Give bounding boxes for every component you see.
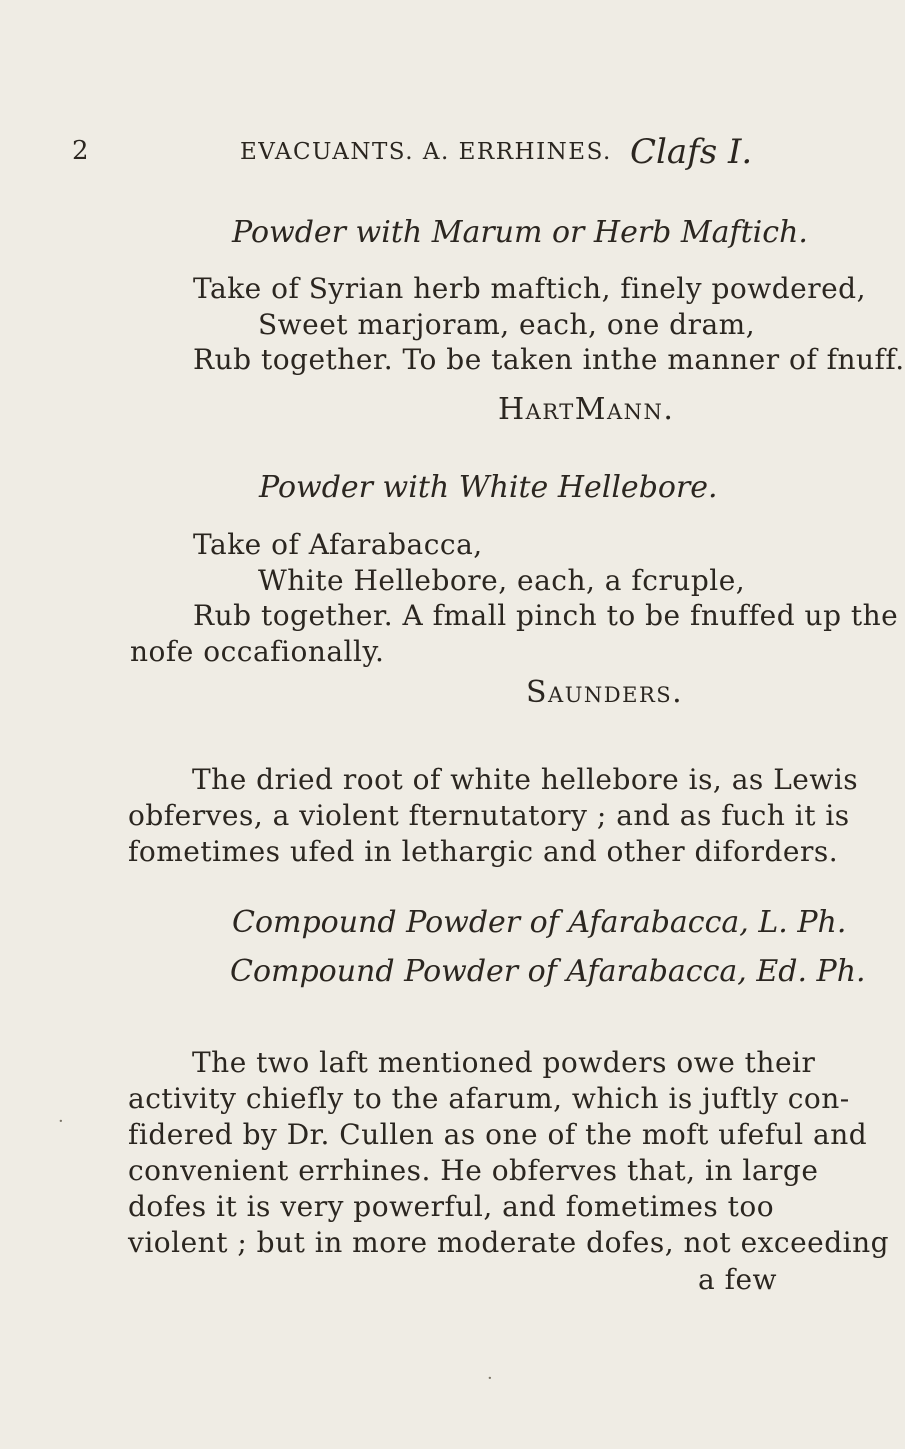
recipe-line: Rub together. To be taken inthe manner of fnuff.: [193, 343, 905, 376]
catchword: a few: [698, 1263, 777, 1296]
recipe-line: nofe occafionally.: [130, 635, 385, 668]
paragraph-line: violent ; but in more moderate dofes, not exceeding: [128, 1226, 890, 1259]
running-title: EVACUANTS. A. ERRHINES.: [240, 139, 612, 165]
recipe-line: Sweet marjoram, each, one dram,: [258, 308, 756, 341]
compound-title-lph: Compound Powder of Afarabacca, L. Ph.: [232, 905, 847, 940]
paragraph-line: fidered by Dr. Cullen as one of the moft ufeful and: [128, 1118, 868, 1151]
note-line: The dried root of white hellebore is, as Lewis: [192, 763, 859, 796]
compound-title-edph: Compound Powder of Afarabacca, Ed. Ph.: [230, 954, 866, 989]
paragraph-line: convenient errhines. He obferves that, in large: [128, 1154, 819, 1187]
paragraph-line: activity chiefly to the afarum, which is juftly con-: [128, 1082, 850, 1115]
margin-dot: ·: [58, 1111, 64, 1132]
recipe-line: Take of Afarabacca,: [193, 528, 483, 561]
margin-dot: ·: [487, 1368, 493, 1389]
author-hartmann: HartMann.: [498, 392, 675, 427]
paragraph-line: The two laft mentioned powders owe their: [192, 1046, 816, 1079]
class-label: Clafs I.: [630, 132, 753, 172]
note-line: fometimes ufed in lethargic and other diforders.: [128, 835, 839, 868]
author-saunders: Saunders.: [526, 675, 684, 710]
page-number: 2: [72, 136, 89, 166]
recipe-line: Take of Syrian herb maftich, finely powdered,: [193, 272, 866, 305]
recipe-line: Rub together. A fmall pinch to be fnuffed up the: [193, 599, 899, 632]
note-line: obferves, a violent fternutatory ; and as fuch it is: [128, 799, 850, 832]
section-title-marum: Powder with Marum or Herb Maftich.: [232, 215, 808, 250]
recipe-line: White Hellebore, each, a fcruple,: [258, 564, 746, 597]
paragraph-line: dofes it is very powerful, and fometimes too: [128, 1190, 775, 1223]
section-title-hellebore: Powder with White Hellebore.: [259, 470, 718, 505]
